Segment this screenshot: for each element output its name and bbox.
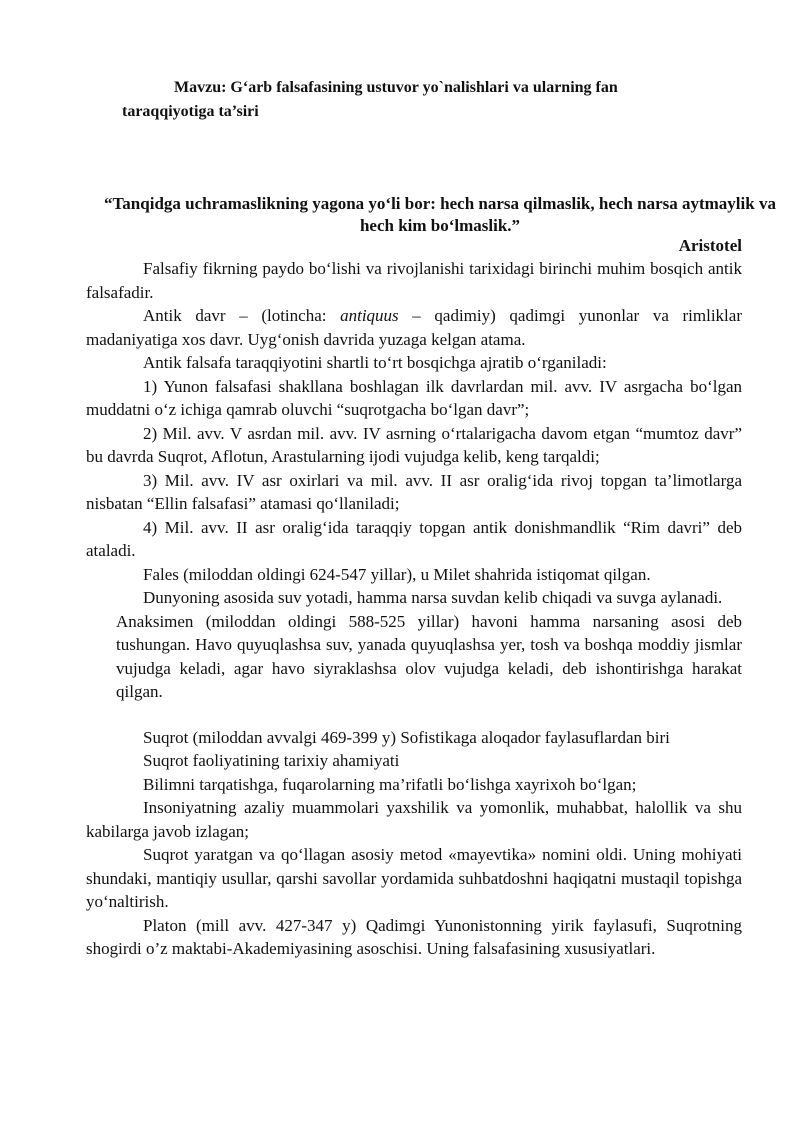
list-item: 3) Mil. avv. IV asr oxirlari va mil. avv. II asr oralig‘ida rivoj topgan ta’limotlarga nisbatan “Ellin falsafasi” atamasi qo‘llaniladi; — [86, 470, 742, 513]
document-title-line-2: taraqqiyotiga ta’siri — [122, 103, 259, 120]
paragraph — [86, 304, 742, 351]
italic-term: antiquus — [340, 306, 399, 325]
paragraph: Platon (mill avv. 427-347 y) Qadimgi Yunonistonning yirik faylasufi, Suqrotning shogirdi o’z maktabi-Akademiyasining asoschisi. Uning falsafasining xususiyatlari. — [86, 915, 742, 958]
list-item: 4) Mil. avv. II asr oralig‘ida taraqqiy topgan antik donishmandlik “Rim davri” deb ataladi. — [86, 517, 742, 560]
document-title-line-1: Mavzu: G‘arb falsafasining ustuvor yo`nalishlari va ularning fan — [174, 79, 618, 96]
paragraph: Suqrot faoliyatining tarixiy ahamiyati — [143, 751, 400, 770]
list-item: 1) Yunon falsafasi shakllana boshlagan ilk davrlardan mil. avv. IV asrgacha bo‘lgan muddatni o‘z ichiga qamrab oluvchi “suqrotgacha bo‘lgan davr”; — [86, 376, 742, 419]
paragraph-text: Antik davr – (lotincha: — [143, 306, 341, 325]
paragraph: Antik falsafa taraqqiyotini shartli to‘rt bosqichga ajratib o‘rganiladi: — [143, 353, 607, 372]
list-item: 2) Mil. avv. V asrdan mil. avv. IV asrning o‘rtalarigacha davom etgan “mumtoz davr” bu davrda Suqrot, Aflotun, Arastularning ijodi vujudga kelib, keng tarqaldi; — [86, 423, 742, 466]
paragraph-text: – qadimiy) qadimgi yunonlar va rimliklar madaniyatiga xos davr. Uyg‘onish davrida yuzaga kelgan atama. — [86, 306, 742, 349]
paragraph: Anaksimen (miloddan oldingi 588-525 yillar) havoni hamma narsaning asosi deb tushungan. Havo quyuqlashsa suv, yanada quyuqlashsa yer, tosh va boshqa moddiy jismlar vujudga keladi, agar havo siyraklashsa olov vujudga keladi, deb ishontirishga harakat qilgan. — [116, 611, 742, 701]
paragraph: Suqrot yaratgan va qo‘llagan asosiy metod «mayevtika» nomini oldi. Uning mohiyati shundaki, mantiqiy usullar, qarshi savollar yordamida suhbatdoshni haqiqatni mustaqil topishga yo‘naltirish. — [86, 845, 742, 911]
paragraph: Suqrot (miloddan avvalgi 469-399 y) Sofistikaga aloqador faylasuflardan biri — [143, 727, 670, 747]
document-body — [86, 257, 742, 961]
paragraph: Falsafiy fikrning paydo bo‘lishi va rivojlanishi tarixidagi birinchi muhim bosqich antik falsafadir. — [86, 259, 742, 302]
paragraph: Bilimni tarqatishga, fuqarolarning ma’rifatli bo‘lishga xayrixoh bo‘lgan; — [143, 774, 637, 794]
epigraph-quote: “Tanqidga uchramaslikning yagona yo‘li bor: hech narsa qilmaslik, hech narsa aytmaylik va hech kim bo‘lmaslik.” — [104, 194, 776, 235]
epigraph-author: Aristotel — [678, 236, 742, 255]
paragraph: Insoniyatning azaliy muammolari yaxshilik va yomonlik, muhabbat, halollik va shu kabilarga javob izlagan; — [86, 798, 742, 841]
paragraph: Fales (miloddan oldingi 624-547 yillar), u Milet shahrida istiqomat qilgan. — [143, 564, 651, 584]
paragraph: Dunyoning asosida suv yotadi, hamma narsa suvdan kelib chiqadi va suvga aylanadi. — [143, 588, 723, 607]
